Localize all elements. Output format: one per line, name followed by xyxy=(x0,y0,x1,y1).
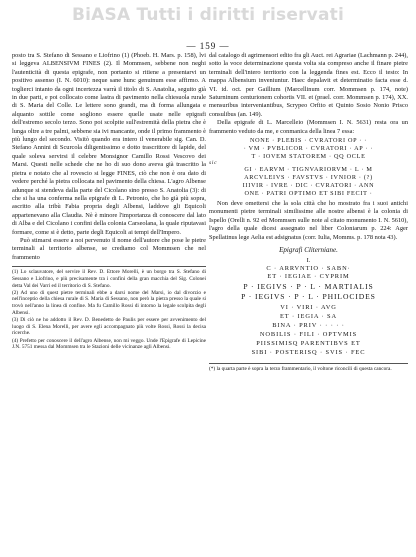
inscription-line: NOBILIS · FILI · OPTVMIS xyxy=(259,330,358,338)
inscription-number: I. xyxy=(306,256,311,264)
inscription-line: VI · VIRI · AVG xyxy=(280,303,337,311)
inscription-sic: sic xyxy=(209,160,218,167)
inscription-cliterniane xyxy=(209,265,408,357)
inscription-marcelleio xyxy=(209,137,408,198)
body-paragraph: dal catalogo di agrimensori edito fra gli Auct. rei Agrariae (Lachmann p. 244), sotto la voce determinazione questa volta sia compreso anche il finare pietre terminali dell'intero territorio con la leggenda fines est. Ecco il testo: In mappa Albensium inveniuntur. Haec depalavit et determinatio facta esse d. VI. id. oct. per Gaillium (Marcellinum corr. Mommsen p. 174, note) Saturninum centurionem cohortis VII. et (prael. corr. Mommsen p. 174), XX. mensuribus interveniantibus, Scrypeo Orfito et Quinto Sosio Nonio Prisco consulibus (an. 149). xyxy=(209,52,408,118)
footnote: (*) la quarta parte è sopra la terzo frammentario, il voltone riconcili di questa cancora. xyxy=(209,365,392,372)
inscription-line: PIISSIMISQ PARENTIBVS ET xyxy=(256,339,361,347)
inscription-line: NONE · PLEBIS · CVRATORI OP · · xyxy=(249,137,368,145)
inscription-line: ET · IEGIA · SA xyxy=(279,312,338,320)
inscription-line: ONE · PATRI OPTIMO ET SIBI FECIT · xyxy=(244,190,373,198)
inscription-line: IIIVIR · IVRE · DIC · CVRATORI · ANN xyxy=(242,182,375,190)
inscription-line: SIBI · POSTERISQ · SVIS · FEC xyxy=(251,348,366,356)
page-number: — 159 — xyxy=(186,41,230,51)
footnotes xyxy=(209,363,408,373)
inscription-line: · VM · PVBLICOR · CVRATORI · AP · · xyxy=(243,145,374,153)
body-paragraph: posto tra S. Stefano di Sessano e Liofrino (1) (Phoeb. H. Mars. p. 158), lvi si leggeva ALBENSIVM FINES (2). Il Mommsen, sebbene non neghi l'autenticità di questa epigrafe, non portanto si ritiene a presentarvi un positivo assenso (I. N. 6010): neque sane hunc genuinum esse affirmo. A toglierci intanto da ogni incertezza varrà il titolo di S. Anatolia, seguito già in due parti, e poi collocato come lastra di pavimento nella chiesuola rurale di S. Maria del Colle. Le lettere sono grandi, ma di forma allungata e alquanto sottile come sogliono essere quelle usate nelle epigrafi dell'estremo secolo terzo. Sono poi scolpite sull'estremità della pietra che è lunga oltre a tre palmi, sebbene sia ivi mancante, onde il primo frammento è più lungo del secondo. Visitò quando era intero il venerabile sig. Can. D. Stefano Annini di Scurcola diligentissimo e dotto trascrittore di lapide, del quale soleva servirsi il celebre Monsignor Camillo Rossi Vescovo dei Marsi. Questi nelle schede che ne ho di suo dono aveva già trascritto la pietra e notato che al rovescio si legge FINES, ciò che non è ora dato di vedere perché la pietra collocata nel pavimento della chiesa. L'agro Albense adunque si stendeva dalla parte del Cicolano sino presso S. Anatolia (3): di che si ha una conferma nella epigrafe di L. Petronio, che ho già più sopra, ascritto alla tribù Fabia propria degli Albensi, laddove gli Equicoli appartenevano alla Claudia. Nè è minore l'importanza di conoscere dal lato di Alba e del Cicolano i confini della colonia Carseolana, la quale riputavasi formare, come si è detto, parte degli Equicoli ai tempi dell'Impero. xyxy=(12,52,206,236)
footnote: (4) Prefetto per conoscere il dell'agro Albense, non mi veggo. Unde l'Epigrafe di Lepicine J.N. 5751 messa dal Mommsen tra le Stazioni delle vicinanze agli Albensi. xyxy=(12,337,206,351)
body-paragraph: Non deve omettersi che la sola città che ho mostrato fra i suoi antichi monumenti pietre terminali similissime alle nostre albensi è la colonia di Ispello (Orelli n. 92 ed Mommsen sulle note al citato monumento I. N. 5610), l'agro della quale dicesi assegnato nel liber Coloniarum p. 224: Ager Spellatinus lege Aelia est adsignatus (corr. Iulia, Momms. p. 178 nota 43). xyxy=(209,200,408,241)
footnotes xyxy=(12,266,206,351)
inscription-line: P · IEGIVS · P · L · MARTIALIS xyxy=(243,281,374,291)
body-paragraph: Può stimarsi essere a noi pervenuto il nome dell'autore che pose le pietre terminali al territorio albense, se crediamo col Mommsen che nel frammento xyxy=(12,236,206,261)
body-paragraph: Della epigrafe di L. Marcelleio (Mommsen I. N. 5631) resta ora un frammento veduto da me, e conmanica della linea 7 essa: xyxy=(209,119,408,135)
inscription-line: BINA · PRIV · · · · · xyxy=(272,321,345,329)
inscription-line: GI · EARVM · TIGNVARIORVM · L · M xyxy=(244,166,373,174)
footnote: (2) Ad uno di quest pietre terminali ebbe a darsi nome del Marsi, io dal divorzio e nell'inceptio della chiesa rurale di S. Maria di Sessano, non però la pietra presso la quale si trovò nell'anno la linea di confine. Ma fu Camillo Rossi di intorno la legale scolpita degli Albensi. xyxy=(12,289,206,316)
inscription-line: ARCVLEIVS · FAVSTVS · IVNIOR · (?) xyxy=(244,174,373,182)
footnote: (3) Di ciò ne ho addotto il Rev. D. Benedetto de Paulis per essere per avvenimento del luogo di S. Elena Morelli, per avere egli accompagnato più volte Rossi, Rossi la decisa ricerche. xyxy=(12,317,206,337)
section-heading: Epigrafi Cliterniane. xyxy=(279,246,338,255)
right-column xyxy=(209,52,408,373)
watermark: BiASA Tutti i diritti riservati xyxy=(72,5,344,25)
inscription-line: T · IOVEM STATOREM · QQ OCLE xyxy=(251,153,366,161)
footnote: (1) Lo sclauvatore, del servire il Rev. D. Ettore Morelli, è un borgo tra S. Stefano di Sessano e Liofrino, e più precisamente tra i confini della gran macchia del Sig. Colonei detta Val dei Varri ed il territorio di S. Stefano. xyxy=(12,269,206,289)
left-column xyxy=(12,52,206,352)
inscription-line: P · IEGIVS · P · L · PHILOCIDES xyxy=(241,292,376,301)
inscription-line: ET · IEGIAE · CYPRIM xyxy=(267,273,350,280)
inscription-line: C · ARRVNTIO · SABN· xyxy=(266,264,351,272)
